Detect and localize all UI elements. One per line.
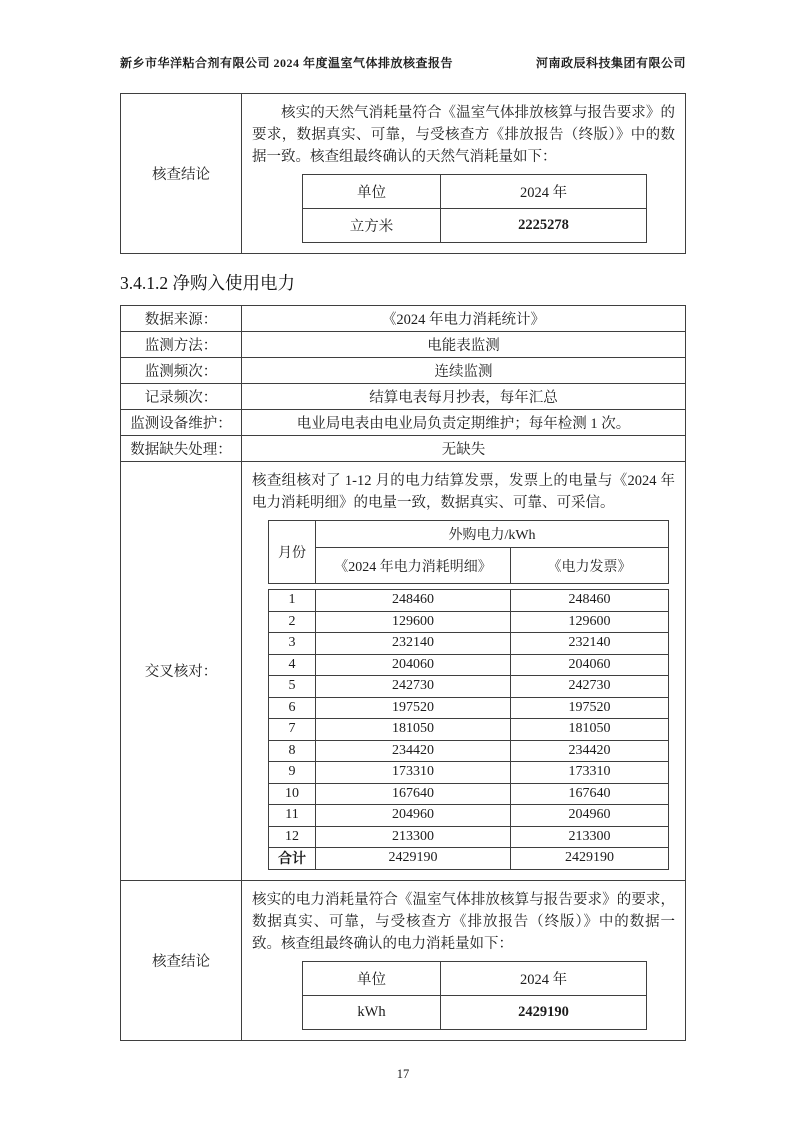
cross-check-cell: [242, 462, 686, 881]
month-cell: 1: [269, 590, 316, 612]
info-value-data-source: 《2024 年电力消耗统计》: [242, 306, 686, 332]
invoice-cell: 129600: [511, 611, 669, 633]
cross-check-row: [121, 462, 686, 881]
invoice-cell: 248460: [511, 590, 669, 612]
detail-cell: 204060: [316, 654, 511, 676]
info-value-missing-data: 无缺失: [242, 436, 686, 462]
info-value-record-frequency: 结算电表每月抄表，每年汇总: [242, 384, 686, 410]
electricity-unit-header: 单位: [303, 961, 441, 995]
table-row: [269, 762, 669, 784]
gas-conclusion-label: 核查结论: [121, 94, 242, 254]
detail-cell: 197520: [316, 697, 511, 719]
invoice-cell: 173310: [511, 762, 669, 784]
table-row: [121, 410, 686, 436]
detail-cell: 242730: [316, 676, 511, 698]
electricity-year-header: 2024 年: [441, 961, 647, 995]
detail-cell: 181050: [316, 719, 511, 741]
invoice-cell: 213300: [511, 826, 669, 848]
detail-cell: 234420: [316, 740, 511, 762]
detail-cell: 167640: [316, 783, 511, 805]
section-heading: 3.4.1.2 净购入使用电力: [120, 273, 295, 293]
month-cell: 12: [269, 826, 316, 848]
monthly-table-header: [268, 520, 669, 584]
month-cell: 4: [269, 654, 316, 676]
info-label-monitor-method: 监测方法：: [121, 332, 242, 358]
info-label-data-source: 数据来源：: [121, 306, 242, 332]
invoice-cell: 232140: [511, 633, 669, 655]
electricity-conclusion-text: 核实的电力消耗量符合《温室气体排放核算与报告要求》的要求，数据真实、可靠，与受核查方《排放报告（终版）》中的数据一致。核查组最终确认的电力消耗量如下：: [252, 891, 675, 952]
total-label-cell: 合计: [269, 848, 316, 870]
invoice-cell: 242730: [511, 676, 669, 698]
detail-cell: 129600: [316, 611, 511, 633]
col-header-month: 月份: [269, 521, 316, 584]
month-cell: 9: [269, 762, 316, 784]
gas-conclusion-cell: [242, 94, 686, 254]
monthly-electricity-table: [268, 520, 669, 870]
table-row: [121, 384, 686, 410]
invoice-cell: 181050: [511, 719, 669, 741]
electricity-consumption-table: [302, 961, 647, 1030]
invoice-cell: 234420: [511, 740, 669, 762]
total-row: [269, 848, 669, 870]
month-cell: 7: [269, 719, 316, 741]
gas-unit-value: 立方米: [303, 209, 441, 243]
cross-check-label: 交叉核对：: [121, 462, 242, 881]
info-value-monitor-method: 电能表监测: [242, 332, 686, 358]
col-header-invoice: 《电力发票》: [511, 548, 669, 584]
month-cell: 10: [269, 783, 316, 805]
table-row: [121, 94, 686, 254]
table-row: [269, 654, 669, 676]
table-row: [269, 611, 669, 633]
page-header: [120, 0, 686, 71]
electricity-consumption-value: 2429190: [441, 995, 647, 1029]
detail-cell: 204960: [316, 805, 511, 827]
table-row: [121, 436, 686, 462]
invoice-cell: 197520: [511, 697, 669, 719]
info-label-monitor-frequency: 监测频次：: [121, 358, 242, 384]
gas-unit-header: 单位: [303, 175, 441, 209]
gas-year-header: 2024 年: [441, 175, 647, 209]
table-row: [269, 548, 669, 584]
total-detail-cell: 2429190: [316, 848, 511, 870]
header-company-name: 河南政辰科技集团有限公司: [535, 56, 686, 70]
electricity-table: [120, 305, 686, 1041]
detail-cell: 248460: [316, 590, 511, 612]
table-row: [269, 521, 669, 548]
electricity-conclusion-cell: [242, 880, 686, 1040]
month-cell: 8: [269, 740, 316, 762]
electricity-conclusion-label: 核查结论: [121, 880, 242, 1040]
month-cell: 11: [269, 805, 316, 827]
month-cell: 5: [269, 676, 316, 698]
col-header-detail: 《2024 年电力消耗明细》: [316, 548, 511, 584]
detail-cell: 213300: [316, 826, 511, 848]
table-row: [303, 995, 647, 1029]
table-row: [269, 590, 669, 612]
monthly-table-data: [268, 589, 669, 870]
month-cell: 3: [269, 633, 316, 655]
natural-gas-conclusion-table: [120, 93, 686, 254]
electricity-unit-value: kWh: [303, 995, 441, 1029]
month-cell: 6: [269, 697, 316, 719]
total-invoice-cell: 2429190: [511, 848, 669, 870]
table-row: [303, 175, 647, 209]
gas-consumption-value: 2225278: [441, 209, 647, 243]
month-cell: 2: [269, 611, 316, 633]
table-row: [269, 805, 669, 827]
table-row: [269, 783, 669, 805]
info-label-missing-data: 数据缺失处理：: [121, 436, 242, 462]
table-row: [121, 358, 686, 384]
header-report-title: 新乡市华洋粘合剂有限公司 2024 年度温室气体排放核查报告: [120, 56, 454, 70]
info-label-record-frequency: 记录频次：: [121, 384, 242, 410]
table-row: [269, 676, 669, 698]
invoice-cell: 204060: [511, 654, 669, 676]
electricity-conclusion-row: [121, 880, 686, 1040]
table-row: [303, 209, 647, 243]
info-label-device-maintenance: 监测设备维护：: [121, 410, 242, 436]
table-row: [121, 332, 686, 358]
col-header-purchased-power: 外购电力/kWh: [316, 521, 669, 548]
info-value-device-maintenance: 电业局电表由电业局负责定期维护；每年检测 1 次。: [242, 410, 686, 436]
gas-consumption-table: [302, 174, 647, 243]
table-row: [269, 697, 669, 719]
table-row: [269, 633, 669, 655]
cross-check-text: 核查组核对了 1-12 月的电力结算发票，发票上的电量与《2024 年电力消耗明细》的电量一致，数据真实、可靠、可采信。: [252, 473, 675, 511]
detail-cell: 173310: [316, 762, 511, 784]
table-row: [121, 306, 686, 332]
table-row: [269, 740, 669, 762]
invoice-cell: 204960: [511, 805, 669, 827]
info-value-monitor-frequency: 连续监测: [242, 358, 686, 384]
gas-conclusion-text: 核实的天然气消耗量符合《温室气体排放核算与报告要求》的要求，数据真实、可靠，与受核查方《排放报告（终版）》中的数据一致。核查组最终确认的天然气消耗量如下：: [252, 105, 675, 165]
page-number: 17: [396, 1066, 410, 1081]
table-row: [303, 961, 647, 995]
detail-cell: 232140: [316, 633, 511, 655]
table-row: [269, 826, 669, 848]
table-row: [269, 719, 669, 741]
invoice-cell: 167640: [511, 783, 669, 805]
